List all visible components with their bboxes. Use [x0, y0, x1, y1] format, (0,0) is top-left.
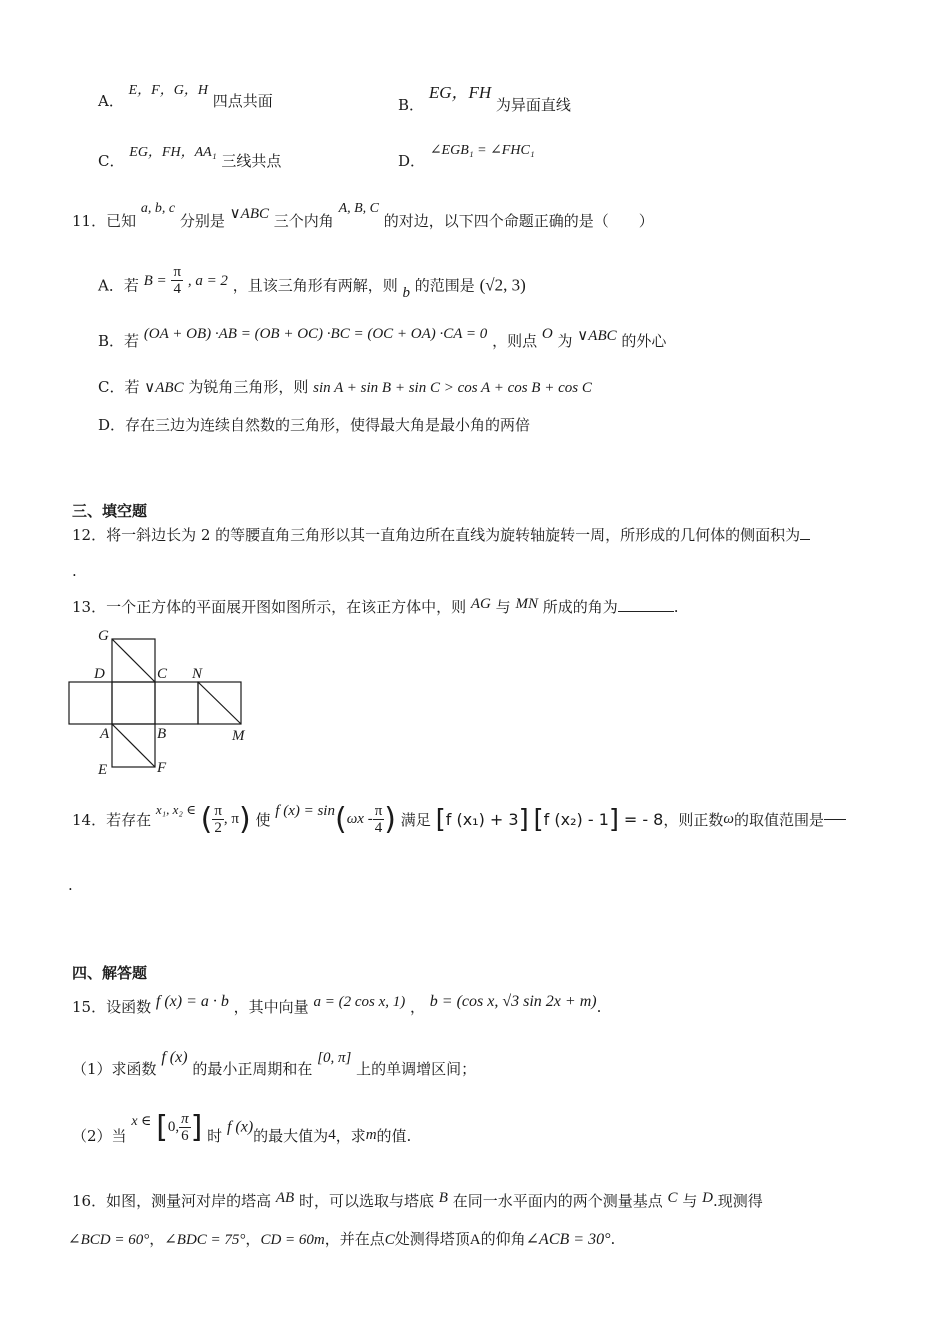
math-expression: (√2, 3) [479, 275, 526, 295]
fraction [179, 1111, 191, 1144]
question-text: 的取值范围是 [733, 811, 824, 829]
question-text: 三个内角 [273, 212, 334, 230]
question-text: ，则正数 [663, 811, 724, 829]
option-label: D． [398, 152, 426, 170]
option-label: C． [98, 152, 125, 170]
question-text: 使 [255, 811, 271, 829]
q12-text [72, 524, 810, 545]
math-expression: ∨ABC [144, 380, 184, 396]
fraction [373, 803, 385, 836]
fraction-numerator: π [181, 1111, 189, 1127]
diagonal-gc [112, 639, 155, 682]
math-expression: E，F，G，H [128, 83, 208, 98]
vertex-label-d: D [94, 666, 105, 682]
open-paren: ( [200, 802, 213, 837]
math-expression: b = (cos x, √3 sin 2x + m) [429, 993, 597, 1010]
q15-part1 [72, 1049, 477, 1079]
math-expression: ∠BCD = 60° [68, 1232, 150, 1248]
open-bracket: [ [156, 1110, 168, 1145]
question-text: .现测得 [712, 1192, 763, 1210]
question-text: 在同一水平面内的两个测量基点 [452, 1192, 663, 1210]
math-expression: CD = 60m [260, 1232, 325, 1248]
question-text: . [610, 1230, 616, 1248]
math-expression: ∨ABC [577, 328, 617, 344]
option-label: B．若 [98, 332, 140, 350]
vertex-label-b: B [157, 726, 167, 742]
q14-text [72, 802, 846, 842]
math-expression: a, b, c [140, 201, 176, 216]
question-text: ， [245, 1230, 261, 1248]
open-bracket: [ [533, 804, 544, 835]
question-text: （2）当 [72, 1127, 127, 1145]
fraction-denominator: 4 [374, 820, 383, 836]
math-variable: O [541, 326, 553, 342]
math-expression: 0, [167, 1119, 180, 1135]
math-expression: , π [223, 811, 239, 827]
open-bracket: [ [435, 804, 446, 835]
vertex-label-a: A [100, 726, 110, 742]
q11-option-d: D．存在三边为连续自然数的三角形，使得最大角是最小角的两倍 [98, 416, 531, 434]
question-text: 满足 [400, 811, 431, 829]
option-text: 四点共面 [212, 92, 273, 110]
question-text: ，并在点 [324, 1230, 385, 1248]
math-variable: m [365, 1127, 377, 1143]
math-expression: f (x) = a · b [155, 993, 229, 1010]
close-bracket: ] [518, 804, 529, 835]
question-text: 13．一个正方体的平面展开图如图所示，在该正方体中，则 [72, 598, 467, 616]
math-expression: ωx - [346, 811, 373, 827]
cube-net-lines [69, 639, 241, 767]
option-text: ，且该三角形有两解，则 [232, 276, 398, 295]
question-text: 与 [495, 598, 511, 616]
question-text: 16．如图，测量河对岸的塔高 [72, 1192, 272, 1210]
math-expression: ∠BDC = 75° [164, 1232, 246, 1248]
question-text: 的最大值为 [253, 1127, 329, 1145]
diagonal-af [112, 724, 155, 767]
option-text: 为异面直线 [495, 96, 571, 114]
option-label: C．若 [98, 378, 140, 396]
vertex-label-n: N [192, 666, 203, 682]
math-variable: AB [275, 1190, 295, 1206]
fraction-denominator: 2 [214, 820, 222, 836]
math-variable: C [384, 1232, 395, 1248]
math-expression: a = (2 cos x, 1) [313, 994, 406, 1010]
math-expression: x₁, x₂ ∈ [155, 801, 196, 817]
question-text: 15．设函数 [72, 998, 152, 1016]
question-text: 11．已知 [72, 212, 137, 230]
q11-option-a [98, 264, 526, 303]
q16-line1 [72, 1190, 763, 1211]
question-text: 所成的角为 [542, 598, 618, 616]
q10-option-c [98, 145, 282, 171]
fraction-numerator: π [374, 803, 383, 819]
net-square-left [69, 682, 112, 724]
option-text: 为锐角三角形，则 [188, 378, 309, 396]
math-expression: f (x) [226, 1118, 254, 1136]
vertex-label-f: F [157, 760, 167, 776]
q10-option-b [398, 83, 571, 115]
math-expression: A, B, C [338, 201, 380, 216]
close-paren: ) [238, 802, 251, 837]
fraction [212, 803, 224, 836]
fraction-denominator: 4 [173, 281, 181, 297]
fraction [171, 264, 183, 297]
q10-option-a [98, 83, 273, 111]
math-variable: AG [470, 596, 491, 612]
q16-line2 [68, 1228, 615, 1249]
diagonal-nm [198, 682, 241, 724]
question-text: 时，可以选取与塔底 [298, 1192, 434, 1210]
open-paren: ( [334, 802, 347, 837]
fraction-numerator: π [173, 264, 182, 280]
question-text: ，其中向量 [233, 998, 309, 1016]
math-variable: ω [723, 811, 734, 827]
vertex-label-c: C [157, 666, 168, 682]
q10-option-d [398, 143, 535, 171]
math-expression: [0, π] [317, 1050, 352, 1066]
question-text: 与 [682, 1192, 698, 1210]
section-title: 三、填空题 [72, 502, 148, 520]
option-label: B． [398, 96, 425, 114]
section-title: 四、解答题 [72, 964, 148, 982]
question-text: 的对边，以下四个命题正确的是（ ） [383, 212, 654, 230]
question-text: 的仰角 [480, 1230, 526, 1248]
q11-option-b [98, 326, 667, 351]
close-bracket: ] [190, 1110, 203, 1145]
q15-part2 [72, 1110, 411, 1154]
q14-continuation: . [68, 876, 73, 894]
math-expression: f (x₂) - 1 [543, 810, 609, 829]
question-text: （1）求函数 [72, 1060, 157, 1078]
question-text: ， [149, 1230, 165, 1248]
option-text: 三线共点 [221, 152, 282, 170]
math-expression: f (x) = sin [275, 803, 335, 819]
question-text: 的值. [376, 1127, 412, 1145]
math-expression: x ∈ [131, 1114, 152, 1129]
math-variable: D [702, 1190, 713, 1206]
math-expression: = - 8 [623, 810, 664, 829]
question-text: 12．将一斜边长为 2 的等腰直角三角形以其一直角边所在直线为旋转轴旋转一周，所形成的几何体的侧面积为 [72, 526, 801, 544]
answer-blank[interactable] [618, 611, 674, 612]
math-expression: ∠ACB = 30° [525, 1231, 611, 1248]
q13-text [72, 596, 679, 617]
q12-continuation: . [72, 562, 77, 580]
math-expression: B = [143, 272, 167, 289]
cube-net-figure [60, 622, 260, 782]
answer-blank[interactable] [800, 539, 810, 540]
math-expression: EG，FH [428, 83, 492, 102]
q15-text [72, 993, 602, 1017]
math-expression: , a = 2 [187, 272, 228, 289]
answer-blank[interactable] [824, 819, 846, 820]
vertex-label-e: E [98, 762, 108, 778]
net-square-center [112, 682, 155, 724]
math-expression: f (x) [161, 1049, 188, 1066]
math-value: 4 [328, 1127, 336, 1143]
option-text: 为 [557, 332, 573, 350]
vertex-label-g: G [98, 628, 109, 644]
question-text: 分别是 [179, 212, 225, 230]
math-variable: MN [515, 596, 538, 612]
math-expression: EG，FH，AA₁ [129, 145, 217, 160]
fraction-numerator: π [214, 803, 222, 819]
math-expression: (OA + OB) ·AB = (OB + OC) ·BC = (OC + OA) ·CA = 0 [143, 326, 488, 342]
question-text: 时 [207, 1127, 223, 1145]
option-text: ，则点 [492, 332, 538, 350]
fraction-denominator: 6 [181, 1128, 189, 1144]
math-expression: ∨ABC [229, 206, 269, 222]
option-text: 的范围是 [414, 276, 475, 295]
question-text: . [596, 998, 602, 1016]
math-expression: ∠EGB₁ = ∠FHC₁ [429, 143, 535, 158]
option-text: 的外心 [621, 332, 667, 350]
close-bracket: ] [608, 804, 620, 835]
question-text: ，求 [335, 1127, 366, 1145]
math-variable: C [667, 1190, 678, 1206]
net-square-right [155, 682, 198, 724]
vertex-label-m: M [232, 728, 245, 744]
math-variable: A [469, 1232, 481, 1248]
question-text: 处测得塔顶 [394, 1230, 470, 1248]
q11-stem [72, 201, 654, 231]
option-label: A． [98, 92, 124, 110]
math-variable: b [402, 284, 411, 301]
question-text: 上的单调增区间； [356, 1060, 477, 1078]
math-expression: f (x₁) + 3 [445, 810, 519, 829]
option-label: A．若 [98, 276, 139, 295]
question-text: 的最小正周期和在 [192, 1060, 313, 1078]
question-text: . [673, 598, 679, 616]
math-variable: B [438, 1190, 448, 1206]
question-text: ， [410, 998, 426, 1016]
question-text: 14．若存在 [72, 811, 152, 829]
q11-option-c [98, 376, 592, 397]
close-paren: ) [384, 802, 396, 837]
math-expression: sin A + sin B + sin C > cos A + cos B + cos C [313, 380, 592, 396]
